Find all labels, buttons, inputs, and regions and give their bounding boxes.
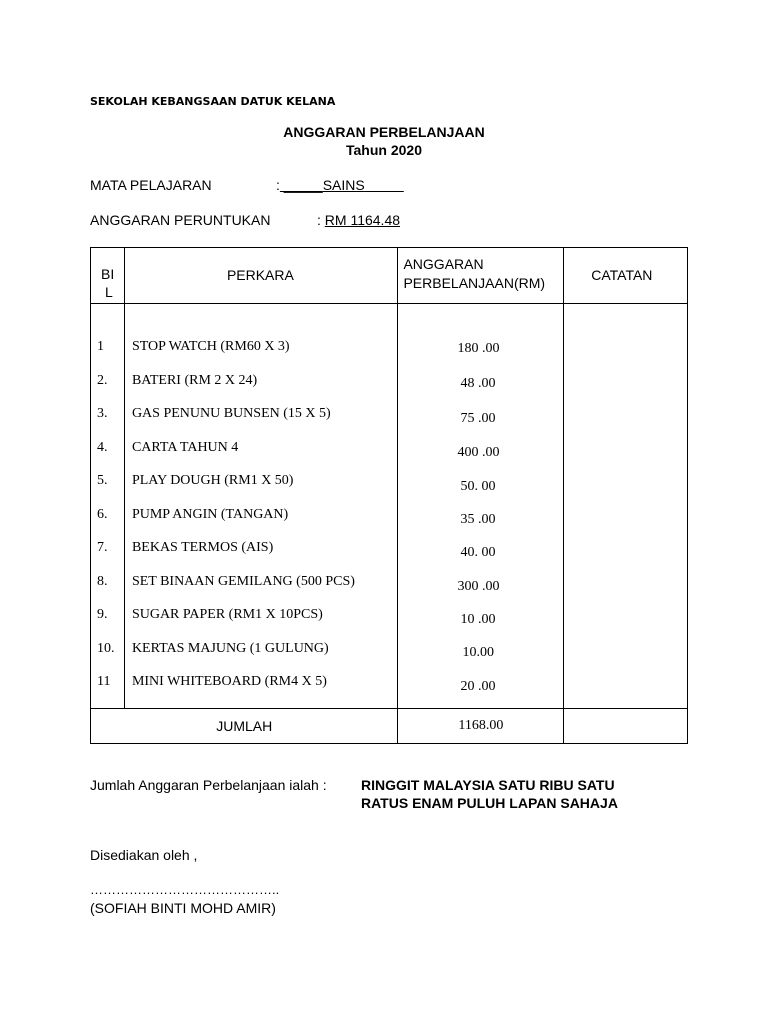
- header-catatan-label: CATATAN: [591, 267, 653, 283]
- body-bil-cell: [91, 304, 125, 709]
- row-amount: 180 .00: [457, 341, 500, 356]
- row-amount: 40. 00: [460, 545, 496, 560]
- subject-underline-post: _____: [364, 177, 404, 193]
- row-amount: 10.00: [462, 645, 494, 660]
- header-bil-line2: L: [105, 284, 113, 300]
- header-catatan: [564, 248, 688, 304]
- row-item: SET BINAAN GEMILANG (500 PCS): [131, 574, 355, 589]
- row-item: GAS PENUNU BUNSEN (15 X 5): [131, 406, 331, 421]
- table-total-row: [91, 709, 688, 744]
- subject-colon: :: [276, 177, 280, 193]
- total-label: JUMLAH: [91, 709, 398, 744]
- total-value: 1168.00: [398, 709, 564, 744]
- document-year: Tahun 2020: [346, 142, 422, 158]
- document-title: ANGGARAN PERBELANJAAN: [283, 124, 485, 140]
- allocation-colon: :: [317, 212, 321, 228]
- allocation-label: ANGGARAN PERUNTUKAN: [90, 212, 271, 228]
- row-amount: 50. 00: [460, 479, 496, 494]
- body-perkara-cell: [124, 304, 398, 709]
- row-amount: 20 .00: [460, 679, 496, 694]
- header-bil: [91, 248, 125, 304]
- row-no: 4.: [97, 440, 108, 455]
- row-no: 8.: [97, 574, 108, 589]
- row-item: PUMP ANGIN (TANGAN): [131, 507, 289, 522]
- subject-underline-pre: _____: [279, 177, 323, 193]
- row-no: 2.: [97, 373, 108, 388]
- row-amount: 48 .00: [460, 376, 496, 391]
- summary-words-line1: RINGGIT MALAYSIA SATU RIBU SATU: [361, 777, 615, 793]
- row-amount: 75 .00: [460, 411, 496, 426]
- row-no: 7.: [97, 540, 108, 555]
- row-no: 11: [97, 674, 111, 689]
- row-amount: 300 .00: [457, 579, 500, 594]
- row-no: 10.: [97, 641, 115, 656]
- row-amount: 35 .00: [460, 512, 496, 527]
- row-amount: 400 .00: [457, 445, 500, 460]
- prepared-by-label: Disediakan oleh ,: [90, 847, 198, 863]
- body-anggaran-cell: [398, 304, 564, 709]
- row-item: STOP WATCH (RM60 X 3): [131, 339, 290, 354]
- header-perkara-label: PERKARA: [226, 267, 294, 283]
- total-catatan: [564, 709, 688, 744]
- header-anggaran-line1: ANGGARAN: [403, 256, 484, 272]
- header-anggaran: [398, 248, 564, 304]
- header-anggaran-line2: PERBELANJAAN(RM): [403, 275, 546, 291]
- subject-field: [276, 177, 404, 193]
- row-item: MINI WHITEBOARD (RM4 X 5): [131, 674, 327, 689]
- summary-words-line2: RATUS ENAM PULUH LAPAN SAHAJA: [361, 795, 618, 811]
- subject-value: SAINS: [322, 177, 365, 193]
- row-item: PLAY DOUGH (RM1 X 50): [131, 473, 294, 488]
- allocation-value: RM 1164.48: [324, 212, 401, 228]
- signatory-name: (SOFIAH BINTI MOHD AMIR): [90, 900, 276, 916]
- budget-table: [90, 247, 688, 744]
- signature-dots: ……………………………………..: [90, 882, 280, 897]
- subject-label: MATA PELAJARAN: [90, 177, 212, 193]
- body-catatan-cell: [564, 304, 688, 709]
- row-no: 5.: [97, 473, 108, 488]
- summary-label: Jumlah Anggaran Perbelanjaan ialah :: [90, 777, 327, 793]
- row-item: SUGAR PAPER (RM1 X 10PCS): [131, 607, 323, 622]
- table-header-row: [91, 248, 688, 304]
- row-item: KERTAS MAJUNG (1 GULUNG): [131, 641, 329, 656]
- row-no: 6.: [97, 507, 108, 522]
- row-amount: 10 .00: [460, 612, 496, 627]
- header-bil-line1: BI: [101, 266, 115, 282]
- row-item: CARTA TAHUN 4: [131, 440, 239, 455]
- row-no: 9.: [97, 607, 108, 622]
- row-item: BEKAS TERMOS (AIS): [131, 540, 274, 555]
- table-body-row: [91, 304, 688, 709]
- row-no: 1: [97, 339, 104, 354]
- row-no: 3.: [97, 406, 108, 421]
- allocation-field: [317, 212, 400, 228]
- header-perkara: [124, 248, 398, 304]
- row-item: BATERI (RM 2 X 24): [131, 373, 258, 388]
- school-name: SEKOLAH KEBANGSAAN DATUK KELANA: [90, 95, 336, 108]
